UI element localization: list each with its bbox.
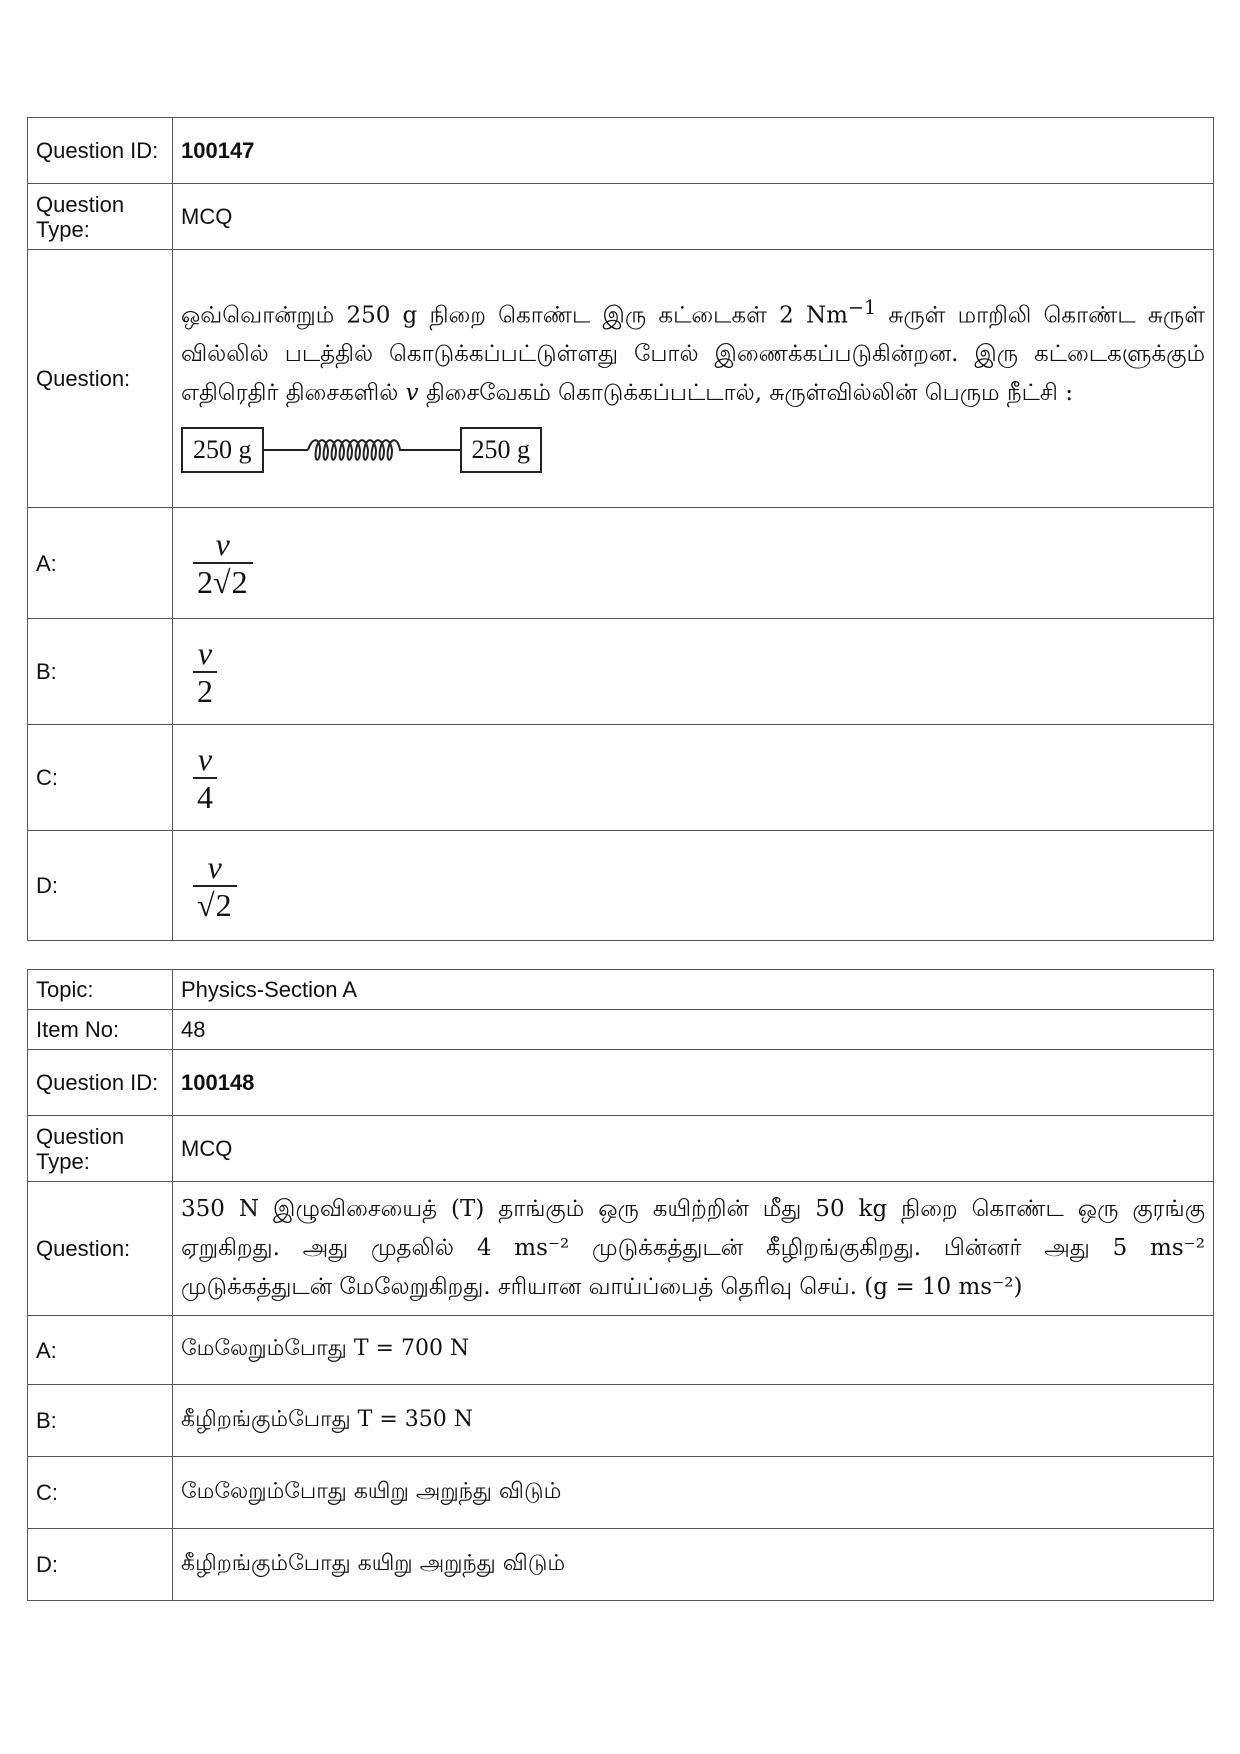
option-b: கீழிறங்கும்போது T = 350 N <box>173 1385 1214 1457</box>
spring-block-diagram <box>181 427 1205 473</box>
question-type-label: Question Type: <box>28 1116 173 1182</box>
sqrt-symbol: √2 <box>197 886 232 923</box>
question-id-label: Question ID: <box>28 118 173 184</box>
question-text-part-a: ஒவ்வொன்றும் 250 g நிறை கொண்ட இரு கட்டைகள் 2 Nm <box>181 302 848 329</box>
option-c-label: C: <box>28 725 173 831</box>
option-d: கீழிறங்கும்போது கயிறு அறுந்து விடும் <box>173 1529 1214 1601</box>
option-b-numerator: v <box>197 634 213 671</box>
question-text: 350 N இழுவிசையைத் (T) தாங்கும் ஒரு கயிற்றின் மீது 50 kg நிறை கொண்ட ஒரு குரங்கு ஏறுகிறது. அது முதலில் 4 ms⁻² முடுக்கத்துடன் கீழிறங்குகிறது. பின்னர் அது 5 ms⁻² முடுக்கத்துடன் மேலேறுகிறது. சரியான வாய்ப்பைத் தெரிவு செய். (g = 10 ms⁻²) <box>181 1196 1205 1300</box>
question-body <box>173 1182 1214 1316</box>
option-c-denominator: 4 <box>197 778 213 815</box>
sqrt-symbol: √2 <box>213 564 248 600</box>
question-body <box>173 250 1214 508</box>
option-d-label: D: <box>28 1529 173 1601</box>
question-text-part-b: சுருள் மாறிலி கொண்ட சுருள் வில்லில் படத்தில் கொடுக்கப்பட்டுள்ளது போல் இணைக்கப்படுகின்றன. இரு கட்டைகளுக்கும் எதிரெதிர் திசைகளில் <box>181 302 1205 407</box>
option-c-fraction <box>193 741 217 815</box>
option-c <box>173 725 1214 831</box>
question-text-superscript: −1 <box>847 295 877 319</box>
option-c-numerator: v <box>197 740 213 777</box>
option-d-radicand: 2 <box>215 886 232 923</box>
option-b-fraction <box>193 635 217 709</box>
left-block: 250 g <box>181 427 264 473</box>
question-label: Question: <box>28 1182 173 1316</box>
question-table-1 <box>27 117 1214 941</box>
topic-value: Physics-Section A <box>173 970 1214 1010</box>
option-d-label: D: <box>28 831 173 941</box>
option-b-label: B: <box>28 619 173 725</box>
option-c: மேலேறும்போது கயிறு அறுந்து விடும் <box>173 1457 1214 1529</box>
option-d <box>173 831 1214 941</box>
question-id-value: 100148 <box>173 1050 1214 1116</box>
option-b-label: B: <box>28 1385 173 1457</box>
option-b-denominator: 2 <box>197 672 213 709</box>
spring-icon <box>264 435 460 465</box>
right-block: 250 g <box>460 427 543 473</box>
question-id-label: Question ID: <box>28 1050 173 1116</box>
question-label: Question: <box>28 250 173 508</box>
option-a <box>173 508 1214 619</box>
option-d-fraction <box>193 849 237 923</box>
topic-label: Topic: <box>28 970 173 1010</box>
question-type-value: MCQ <box>173 1116 1214 1182</box>
item-no-label: Item No: <box>28 1010 173 1050</box>
option-a-denominator <box>193 564 253 600</box>
option-a-radicand: 2 <box>231 564 248 600</box>
option-a-label: A: <box>28 1316 173 1385</box>
option-a: மேலேறும்போது T = 700 N <box>173 1316 1214 1385</box>
option-d-denominator <box>193 887 237 923</box>
option-c-label: C: <box>28 1457 173 1529</box>
question-type-label: Question Type: <box>28 184 173 250</box>
item-no-value: 48 <box>173 1010 1214 1050</box>
question-id-value: 100147 <box>173 118 1214 184</box>
option-b <box>173 619 1214 725</box>
question-type-value: MCQ <box>173 184 1214 250</box>
question-text <box>181 276 1205 414</box>
option-a-den-coef: 2 <box>197 564 213 600</box>
option-a-numerator: v <box>215 526 230 562</box>
option-a-label: A: <box>28 508 173 619</box>
question-text-part-c: திசைவேகம் கொடுக்கப்பட்டால், சுருள்வில்லின் பெரும நீட்சி : <box>418 380 1073 407</box>
option-d-numerator: v <box>207 848 222 885</box>
question-table-2 <box>27 969 1214 1601</box>
question-text-velocity: v <box>405 380 419 407</box>
option-a-fraction <box>193 526 253 600</box>
